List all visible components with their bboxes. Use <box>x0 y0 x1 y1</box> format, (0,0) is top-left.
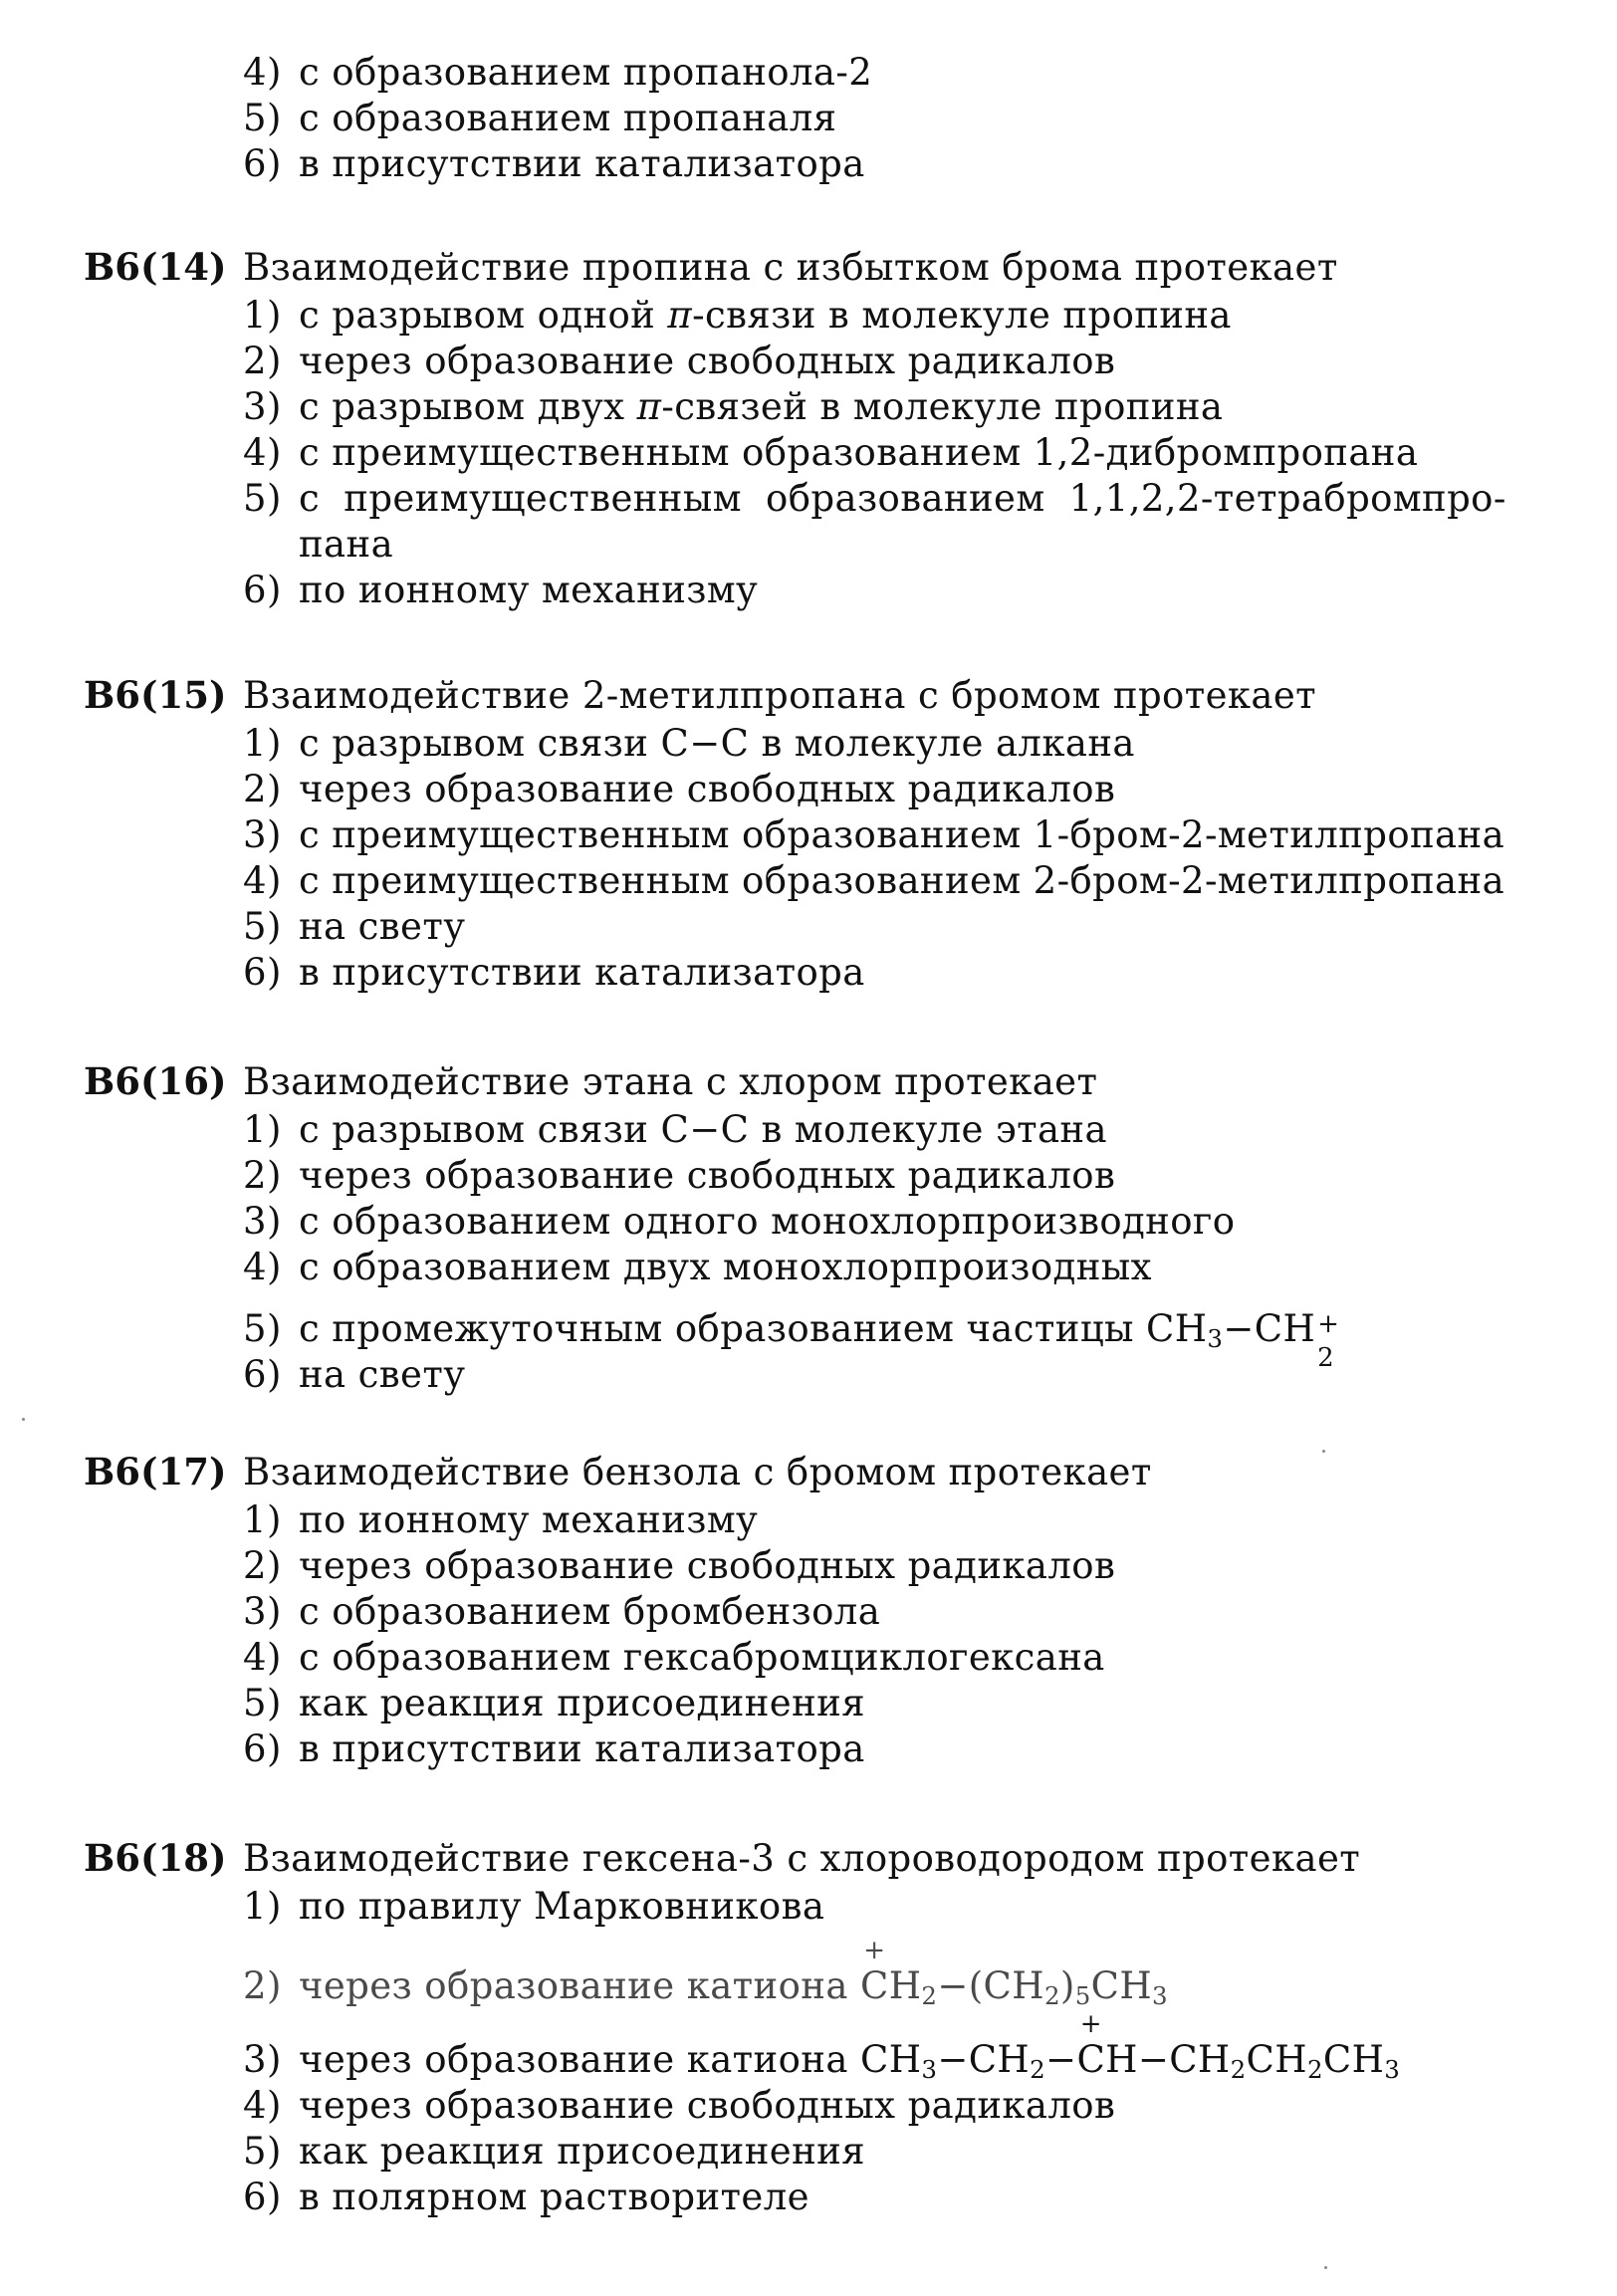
b6-17-option-4: 4) с образованием гексабромциклогексана <box>243 1636 1105 1679</box>
scan-speck <box>22 1418 25 1421</box>
b6-14-option-5: 5) с преимущественным образованием 1,1,2,2-тетрабромпро- <box>243 477 1506 520</box>
question-label-b6-18: B6(18) <box>84 1836 227 1880</box>
prev-option-5: 5) с образованием пропаналя <box>243 97 837 139</box>
question-stem-b6-18: Взаимодействие гексена-3 с хлороводородом протекает <box>243 1837 1361 1880</box>
b6-16-option-6: 6) на свету <box>243 1353 466 1396</box>
b6-16-option-2: 2) через образование свободных радикалов <box>243 1154 1116 1197</box>
b6-18-option-2: 2) через образование катиона + $CH_2-(CH_2)_5CH_3$ <box>243 1936 1168 2011</box>
b6-15-option-1: 1) с разрывом связи C−C в молекуле алкана <box>243 722 1135 765</box>
b6-16-option-1: 1) с разрывом связи C−C в молекуле этана <box>243 1108 1107 1151</box>
b6-14-option-4: 4) с преимущественным образованием 1,2-дибромпропана <box>243 431 1419 474</box>
b6-17-option-3: 3) с образованием бромбензола <box>243 1590 881 1633</box>
question-stem-b6-17: Взаимодействие бензола с бромом протекает <box>243 1451 1152 1493</box>
secondary-cation-formula: $CH_3-CH_2-$ + $CH-CH_2CH_2CH_3$ <box>859 2009 1401 2085</box>
b6-15-option-4: 4) с преимущественным образованием 2-бром-2-метилпропана <box>243 859 1505 902</box>
b6-17-option-6: 6) в присутствии катализатора <box>243 1727 865 1770</box>
b6-17-option-2: 2) через образование свободных радикалов <box>243 1544 1116 1587</box>
b6-18-option-6: 6) в полярном растворителе <box>243 2176 809 2218</box>
b6-15-option-5: 5) на свету <box>243 905 466 948</box>
b6-16-option-3: 3) с образованием одного монохлорпроизводного <box>243 1200 1236 1243</box>
b6-18-option-5: 5) как реакция присоединения <box>243 2130 865 2173</box>
question-label-b6-14: B6(14) <box>84 245 227 289</box>
question-label-b6-15: B6(15) <box>84 673 227 717</box>
b6-15-option-6: 6) в присутствии катализатора <box>243 951 865 994</box>
scan-speck <box>1322 1450 1325 1453</box>
b6-18-option-1: 1) по правилу Марковникова <box>243 1885 825 1928</box>
b6-18-option-3: 3) через образование катиона $CH_3-CH_2-$ + $CH-CH_2CH_2CH_3$ <box>243 2009 1401 2085</box>
b6-16-option-4: 4) с образованием двух монохлорпроизодных <box>243 1246 1152 1288</box>
b6-14-option-2: 2) через образование свободных радикалов <box>243 340 1116 382</box>
b6-17-option-5: 5) как реакция присоединения <box>243 1682 865 1724</box>
b6-14-option-1: 1) с разрывом одной π-связи в молекуле пропина <box>243 294 1232 337</box>
prev-option-4: 4) с образованием пропанола-2 <box>243 51 873 94</box>
b6-14-option-6: 6) по ионному механизму <box>243 569 759 611</box>
b6-15-option-3: 3) с преимущественным образованием 1-бром-2-метилпропана <box>243 813 1505 856</box>
question-label-b6-16: B6(16) <box>84 1059 227 1103</box>
b6-15-option-2: 2) через образование свободных радикалов <box>243 768 1116 810</box>
primary-cation-formula: + $CH_2-(CH_2)_5CH_3$ <box>859 1936 1168 2011</box>
b6-17-option-1: 1) по ионному механизму <box>243 1498 759 1541</box>
b6-14-option-5-continued: пана <box>299 523 394 566</box>
question-label-b6-17: B6(17) <box>84 1450 227 1493</box>
prev-option-6: 6) в присутствии катализатора <box>243 142 865 185</box>
b6-16-option-5: 5) с промежуточным образованием частицы $CH_3-CH$ + 2 <box>243 1307 1340 1373</box>
ethyl-cation-formula: $CH_3-CH$ + 2 <box>1146 1307 1340 1373</box>
question-stem-b6-16: Взаимодействие этана с хлором протекает <box>243 1060 1098 1103</box>
question-stem-b6-14: Взаимодействие пропина с избытком брома протекает <box>243 246 1338 289</box>
question-stem-b6-15: Взаимодействие 2-метилпропана с бромом протекает <box>243 674 1317 717</box>
b6-18-option-4: 4) через образование свободных радикалов <box>243 2084 1116 2127</box>
scan-speck <box>1324 2266 1327 2269</box>
b6-14-option-3: 3) с разрывом двух π-связей в молекуле пропина <box>243 385 1224 428</box>
